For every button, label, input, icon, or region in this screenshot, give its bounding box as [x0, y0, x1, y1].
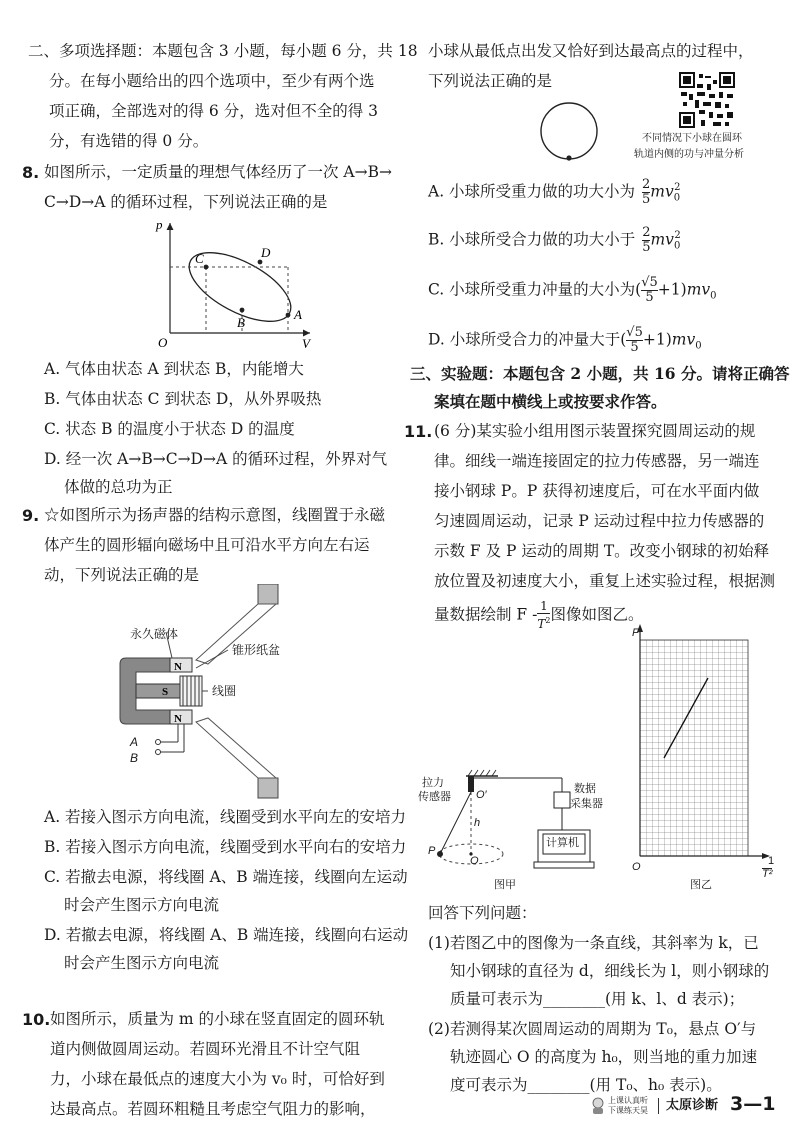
q8-stem-line2: C→D→A 的循环过程，下列说法正确的是 — [44, 193, 328, 211]
q10-option-b-text: B. 小球所受合力做的功大小于 — [428, 230, 636, 249]
page-number: 3—1 — [730, 1093, 776, 1115]
footer-tag1: 上课认真听 — [608, 1096, 648, 1105]
q10-option-c-frac — [641, 276, 658, 305]
q10-number: 10. — [22, 1010, 51, 1029]
q10-option-a-text: A. 小球所受重力做的功大小为 — [428, 182, 636, 201]
frac-den: 5 — [642, 240, 651, 255]
sup2: 2 — [674, 182, 681, 194]
q8-fig-A: A — [294, 307, 302, 322]
q11-number: 11. — [404, 422, 433, 441]
q9-label-B: B — [130, 751, 139, 765]
footer-divider — [658, 1098, 659, 1114]
q11-sub1-line3: 质量可表示为________(用 k、l、d 表示)； — [450, 990, 745, 1008]
q11-fig-daq-1: 数据 — [574, 783, 596, 795]
frac-num: √5 — [641, 275, 658, 290]
q10-stem-line3: 力，小球在最低点的速度大小为 v₀ 时，可恰好到 — [50, 1070, 385, 1088]
footer-tag2: 下课练天昊 — [608, 1106, 648, 1115]
q9-number: 9. — [22, 506, 40, 525]
q9-label-cone: 锥形纸盆 — [232, 643, 281, 657]
q11-fig-O1: O′ — [476, 789, 487, 801]
q11-apparatus-diagram — [422, 762, 612, 882]
q9-fig-N-bottom: N — [174, 713, 182, 725]
frac-num: 2 — [642, 177, 651, 192]
q9-speaker-diagram — [118, 584, 318, 814]
footer-brand: 太原诊断 — [666, 1098, 719, 1113]
sub0: 0 — [695, 340, 702, 352]
plus-one: +1) — [642, 330, 672, 349]
q9-label-magnet: 永久磁体 — [130, 627, 179, 641]
mascot-icon — [590, 1097, 606, 1115]
q11-graph — [628, 622, 780, 884]
q9-fig-S: S — [162, 686, 169, 698]
section3-line1: 三、实验题：本题包含 2 小题，共 16 分。请将正确答 — [410, 364, 790, 383]
frac-den — [537, 614, 550, 631]
q11-line7-text: 量数据绘制 F - — [434, 605, 538, 624]
mv: mv — [650, 182, 674, 201]
q9-stem-line1: ☆如图所示为扬声器的结构示意图，线圈置于永磁 — [44, 506, 386, 524]
q9-option-d: D. 若撤去电源，将线圈 A、B 端连接，线圈向右运动 — [44, 926, 409, 944]
q11-graph-F: F — [632, 627, 639, 639]
q11-line7-tail: 图像如图乙。 — [550, 605, 644, 624]
q11-sub1-line2: 知小钢球的直径为 d，细线长为 l，则小钢球的 — [450, 962, 770, 980]
q11-line3: 接小钢球 P。P 获得初速度后，可在水平面内做 — [434, 482, 760, 500]
q10-stem-line6: 下列说法正确的是 — [428, 72, 553, 90]
q8-fig-C: C — [195, 251, 204, 266]
frac-num: 2 — [642, 225, 651, 240]
page-footer — [590, 1094, 780, 1120]
q9-option-c-cont: 时会产生图示方向电流 — [64, 896, 220, 914]
q10-option-a — [428, 178, 681, 207]
frac-den: 5 — [645, 290, 654, 305]
q11-fig-sensor-2: 传感器 — [418, 791, 451, 803]
q9-label-A: A — [130, 735, 139, 749]
q8-fig-D: D — [261, 245, 271, 260]
q10-ring-diagram — [534, 100, 604, 162]
sub0: 0 — [673, 240, 681, 252]
q11-sub1-line1: (1)若图乙中的图像为一条直线，其斜率为 k，已 — [428, 934, 759, 952]
q11-fig-sensor-1: 拉力 — [422, 777, 444, 789]
q8-fig-p: p — [156, 217, 163, 232]
qr-caption-line2: 轨道内侧的功与冲量分析 — [634, 149, 744, 160]
q8-option-d: D. 经一次 A→B→C→D→A 的循环过程，外界对气 — [44, 450, 388, 468]
section2-line4: 分，有选错的得 0 分。 — [49, 132, 209, 150]
q8-pv-diagram — [122, 215, 322, 355]
q11-fig-caption-1: 图甲 — [494, 879, 516, 891]
q8-option-d-cont: 体做的总功为正 — [64, 478, 173, 496]
q11-graph-O: O — [632, 861, 641, 873]
mv: mv — [650, 230, 674, 249]
frac-den: 5 — [630, 340, 639, 355]
q8-option-a: A. 气体由状态 A 到状态 B，内能增大 — [44, 360, 304, 378]
sub0: 0 — [673, 192, 681, 204]
q8-fig-O: O — [158, 335, 168, 350]
q10-stem-line1: 如图所示，质量为 m 的小球在竖直固定的圆环轨 — [50, 1010, 385, 1028]
q10-option-c — [428, 276, 717, 305]
q11-fig-h: h — [474, 817, 481, 829]
frac-num: 1 — [537, 600, 550, 614]
q8-fig-B: B — [237, 315, 245, 330]
q10-option-d — [428, 326, 702, 355]
q8-option-c: C. 状态 B 的温度小于状态 D 的温度 — [44, 420, 295, 438]
q11-line2: 律。细线一端连接固定的拉力传感器，另一端连 — [434, 452, 760, 470]
q11-sub2-line3: 度可表示为________(用 T₀、h₀ 表示)。 — [450, 1076, 722, 1094]
q11-graph-x-den: T² — [762, 868, 773, 880]
frac-t: T — [537, 617, 546, 631]
q11-sub2-line1: (2)若测得某次圆周运动的周期为 T₀，悬点 O′与 — [428, 1020, 757, 1038]
q11-line7 — [434, 600, 643, 631]
q11-answer-intro: 回答下列问题： — [428, 904, 537, 922]
section3-line2: 案填在题中横线上或按要求作答。 — [434, 392, 667, 411]
mv: mv — [686, 280, 711, 299]
q11-fig-caption-2: 图乙 — [690, 879, 712, 891]
frac-sup: 2 — [545, 616, 551, 625]
q10-stem-line5: 小球从最低点出发又恰好到达最高点的过程中， — [428, 42, 754, 60]
q9-stem-line2: 体产生的圆形辐向磁场中且可沿水平方向左右运 — [44, 536, 370, 554]
q11-frac — [537, 600, 550, 631]
qr-caption-line1: 不同情况下小球在圆环 — [642, 133, 742, 144]
qr-code — [679, 72, 735, 128]
q10-option-b — [428, 226, 681, 255]
q10-stem-line4: 达最高点。若圆环粗糙且考虑空气阻力的影响， — [50, 1100, 376, 1118]
q11-fig-P: P — [428, 845, 436, 857]
q9-stem-line3: 动，下列说法正确的是 — [44, 566, 200, 584]
q9-option-d-cont: 时会产生图示方向电流 — [64, 954, 220, 972]
sup2: 2 — [674, 230, 681, 242]
section2-line3: 项正确，全部选对的得 6 分，选对但不全的得 3 — [49, 102, 379, 120]
q11-fig-daq-2: 采集器 — [570, 798, 603, 810]
q10-stem-line2: 道内侧做圆周运动。若圆环光滑且不计空气阻 — [50, 1040, 361, 1058]
q9-label-coil: 线圈 — [212, 684, 237, 698]
q11-fig-computer: 计算机 — [546, 837, 579, 849]
q9-option-b: B. 若接入图示方向电流，线圈受到水平向右的安培力 — [44, 838, 407, 856]
q10-option-d-text: D. 小球所受合力的冲量大于( — [428, 330, 627, 349]
section2-line1: 二、多项选择题：本题包含 3 小题，每小题 6 分，共 18 — [28, 42, 418, 60]
q11-fig-O: O — [470, 855, 479, 867]
q9-option-c: C. 若撤去电源，将线圈 A、B 端连接，线圈向左运动 — [44, 868, 408, 886]
q11-sub2-line2: 轨迹圆心 O 的高度为 h₀，则当地的重力加速 — [450, 1048, 758, 1066]
q11-line6: 放位置及初速度大小，重复上述实验过程，根据测 — [434, 572, 776, 590]
plus-one: +1) — [657, 280, 687, 299]
q8-fig-V: V — [302, 336, 310, 351]
frac-num: √5 — [626, 325, 643, 340]
frac-den: 5 — [642, 192, 651, 207]
q9-option-a: A. 若接入图示方向电流，线圈受到水平向左的安培力 — [44, 808, 407, 826]
q11-line5: 示数 F 及 P 运动的周期 T。改变小钢球的初始释 — [434, 542, 770, 560]
sub0: 0 — [710, 290, 717, 302]
q11-line1: (6 分)某实验小组用图示装置探究圆周运动的规 — [434, 422, 756, 440]
q8-number: 8. — [22, 163, 40, 182]
q10-option-d-frac — [626, 326, 643, 355]
q11-line4: 匀速圆周运动，记录 P 运动过程中拉力传感器的 — [434, 512, 765, 530]
section2-line2: 分。在每小题给出的四个选项中，至少有两个选 — [49, 72, 375, 90]
mv: mv — [671, 330, 696, 349]
q9-fig-N-top: N — [174, 661, 182, 673]
q8-option-b: B. 气体由状态 C 到状态 D，从外界吸热 — [44, 390, 322, 408]
q8-stem-line1: 如图所示，一定质量的理想气体经历了一次 A→B→ — [44, 163, 392, 181]
q10-option-c-text: C. 小球所受重力冲量的大小为( — [428, 280, 642, 299]
q11-graph-x-num: 1 — [768, 855, 775, 867]
